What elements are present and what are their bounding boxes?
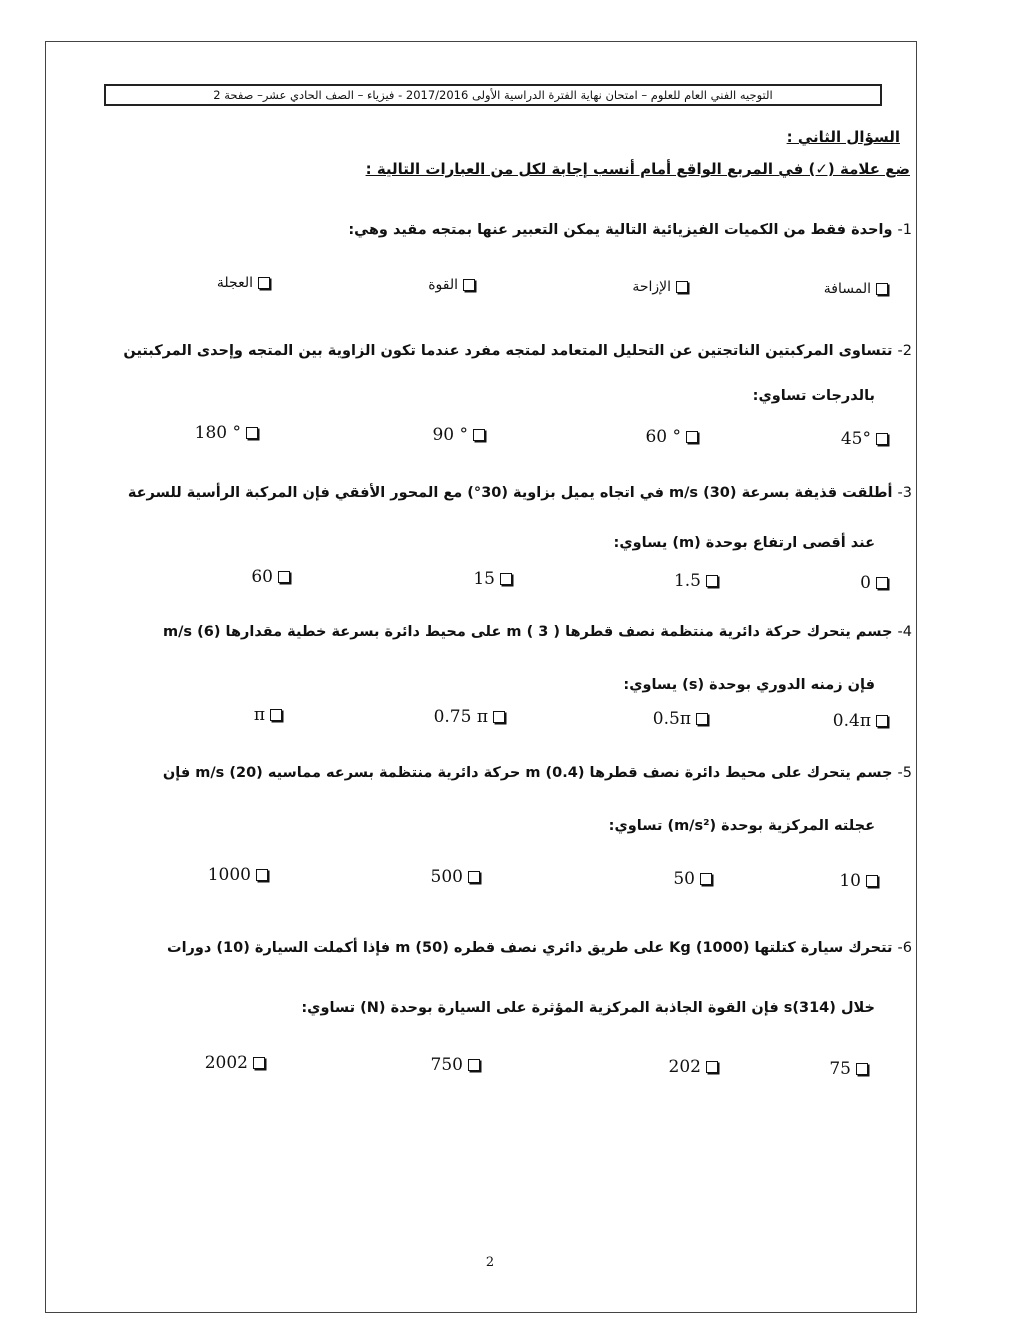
q5-option-3[interactable]: 500 <box>350 864 480 890</box>
q1-option-2[interactable]: الإزاحة <box>558 274 688 300</box>
q3-option-1[interactable]: 0 <box>758 570 888 596</box>
q2-option-3[interactable]: 90 ° <box>355 422 485 448</box>
q3-option-3[interactable]: 15 <box>382 566 512 592</box>
checkbox-icon[interactable] <box>468 1059 480 1071</box>
checkbox-icon[interactable] <box>876 433 888 445</box>
q5-option-1[interactable]: 10 <box>748 868 878 894</box>
question-5 <box>122 765 912 781</box>
checkbox-icon[interactable] <box>473 429 485 441</box>
q2-option-4[interactable]: 180 ° <box>128 420 258 446</box>
q1-option-1[interactable]: المسافة <box>758 276 888 302</box>
checkbox-icon[interactable] <box>270 709 282 721</box>
q4-option-4[interactable]: π <box>152 702 282 728</box>
question-text: واحدة فقط من الكميات الفيزيائية التالية يمكن التعبير عنها بمتجه مقيد وهي: <box>348 222 893 238</box>
checkbox-icon[interactable] <box>246 427 258 439</box>
q4-option-2[interactable]: 0.5π <box>578 706 708 732</box>
question-2 <box>122 343 912 359</box>
checkbox-icon[interactable] <box>463 279 475 291</box>
question-5-continued: عجلته المركزية بوحدة (m/s²) تساوي: <box>608 818 875 834</box>
exam-header: التوجيه الفني العام للعلوم – امتحان نهاية الفترة الدراسية الأولى 2017/2016 - فيزياء – الصف الحادي عشر– صفحة 2 <box>104 84 882 106</box>
question-number: 4- <box>897 624 912 640</box>
q6-option-1[interactable]: 75 <box>738 1056 868 1082</box>
checkbox-icon[interactable] <box>493 711 505 723</box>
q2-option-2[interactable]: 60 ° <box>568 424 698 450</box>
question-4-continued: فإن زمنه الدوري بوحدة (s) يساوي: <box>623 677 875 693</box>
section-title: السؤال الثاني : <box>786 128 900 146</box>
question-3 <box>122 485 912 501</box>
checkbox-icon[interactable] <box>676 281 688 293</box>
q3-option-4[interactable]: 60 <box>160 564 290 590</box>
checkbox-icon[interactable] <box>876 577 888 589</box>
question-1 <box>122 222 912 238</box>
checkbox-icon[interactable] <box>256 869 268 881</box>
instruction: ضع علامة (✓) في المربع الواقع أمام أنسب إجابة لكل من العبارات التالية : <box>365 160 910 178</box>
question-4 <box>122 624 912 640</box>
q5-option-4[interactable]: 1000 <box>138 862 268 888</box>
checkbox-icon[interactable] <box>706 1061 718 1073</box>
checkbox-icon[interactable] <box>700 873 712 885</box>
checkbox-icon[interactable] <box>866 875 878 887</box>
q6-option-3[interactable]: 750 <box>350 1052 480 1078</box>
question-number: 6- <box>897 940 912 956</box>
question-text: أطلقت قذيفة بسرعة m/s (30) في اتجاه يميل بزاوية (30°) مع المحور الأفقي فإن المركبة الرأسية للسرعة <box>127 485 893 501</box>
question-number: 3- <box>897 485 912 501</box>
q2-option-1[interactable]: 45° <box>758 426 888 452</box>
question-text: تتساوى المركبتين الناتجتين عن التحليل المتعامد لمتجه مفرد عندما تكون الزاوية بين المتجه وإحدى المركبتين <box>123 343 893 359</box>
checkbox-icon[interactable] <box>468 871 480 883</box>
q6-option-4[interactable]: 2002 <box>135 1050 265 1076</box>
q5-option-2[interactable]: 50 <box>582 866 712 892</box>
question-6 <box>122 940 912 956</box>
checkbox-icon[interactable] <box>258 277 270 289</box>
q4-option-1[interactable]: 0.4π <box>758 708 888 734</box>
question-text: تتحرك سيارة كتلتها Kg (1000) على طريق دائري نصف قطره m (50) فإذا أكملت السيارة (10) دورات <box>167 940 893 956</box>
q1-option-4[interactable]: العجلة <box>140 270 270 296</box>
checkbox-icon[interactable] <box>876 715 888 727</box>
checkbox-icon[interactable] <box>856 1063 868 1075</box>
question-6-continued: خلال s(314) فإن القوة الجاذبة المركزية المؤثرة على السيارة بوحدة (N) تساوي: <box>301 1000 875 1016</box>
checkbox-icon[interactable] <box>253 1057 265 1069</box>
q6-option-2[interactable]: 202 <box>588 1054 718 1080</box>
checkbox-icon[interactable] <box>876 283 888 295</box>
checkbox-icon[interactable] <box>278 571 290 583</box>
checkbox-icon[interactable] <box>686 431 698 443</box>
question-3-continued: عند أقصى ارتفاع بوحدة (m) يساوي: <box>613 535 875 551</box>
question-2-continued: بالدرجات تساوي: <box>752 388 875 404</box>
checkbox-icon[interactable] <box>696 713 708 725</box>
question-number: 1- <box>897 222 912 238</box>
q4-option-3[interactable]: 0.75 π <box>375 704 505 730</box>
question-text: جسم يتحرك على محيط دائرة نصف قطرها m (0.4) حركة دائرية منتظمة بسرعه مماسيه m/s (20) فإن <box>162 765 893 781</box>
checkbox-icon[interactable] <box>706 575 718 587</box>
question-number: 5- <box>897 765 912 781</box>
page-number: 2 <box>485 1255 495 1270</box>
q1-option-3[interactable]: القوة <box>345 272 475 298</box>
checkbox-icon[interactable] <box>500 573 512 585</box>
question-text: جسم يتحرك حركة دائرية منتظمة نصف قطرها m ( 3 ) على محيط دائرة بسرعة خطية مقدارها m/s (6) <box>163 624 893 640</box>
q3-option-2[interactable]: 1.5 <box>588 568 718 594</box>
question-number: 2- <box>897 343 912 359</box>
